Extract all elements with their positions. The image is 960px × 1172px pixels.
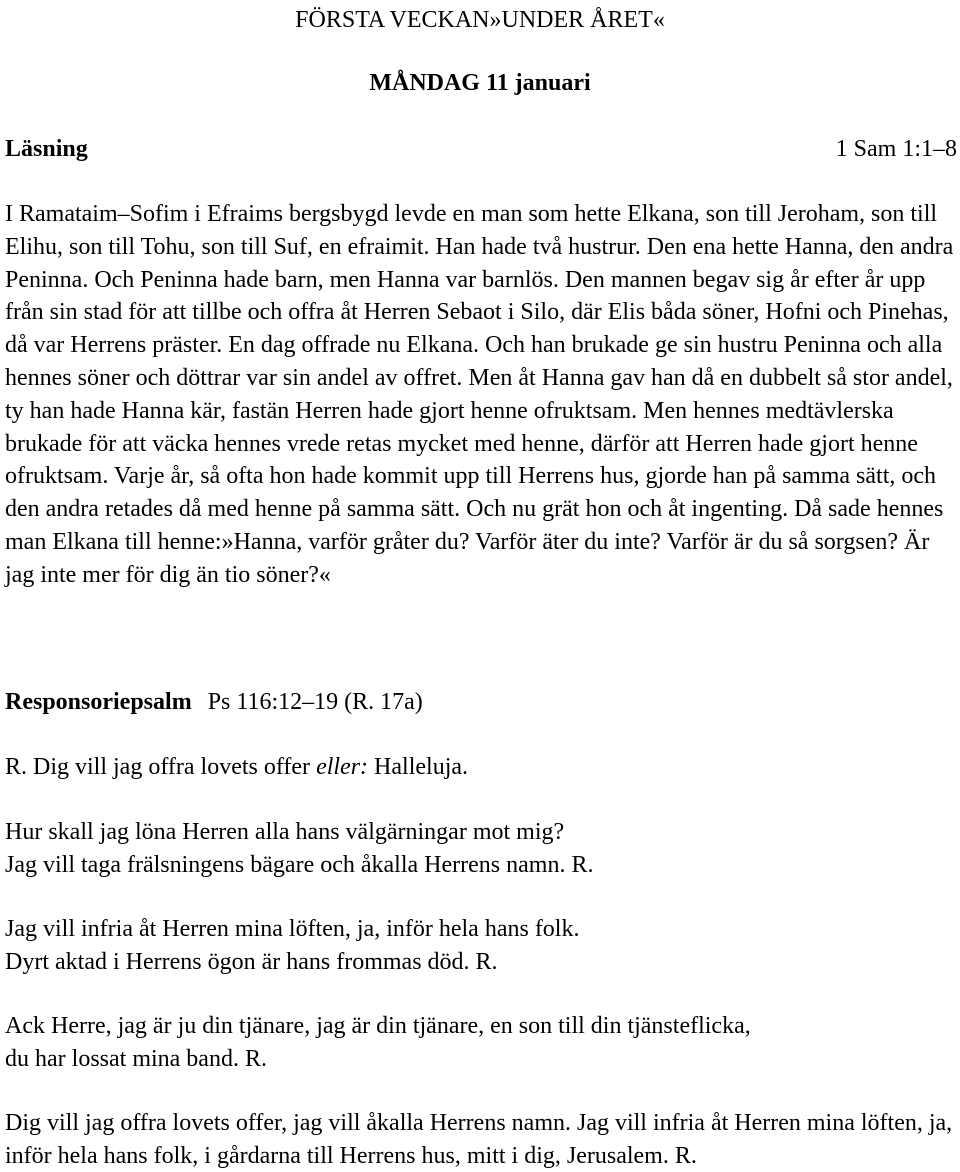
psalm-stanza-2 [5,913,957,978]
refrain-or: eller: [316,754,369,780]
psalm-reference: Ps 116:12–19 (R. 17a) [207,689,423,715]
stanza-line: Jag vill infria åt Herren mina löften, ja, inför hela hans folk. [5,916,580,942]
psalm-stanza-1 [5,816,957,881]
stanza-line: Ack Herre, jag är ju din tjänare, jag är din tjänare, en son till din tjänsteflicka, [5,1013,751,1039]
refrain-text: R. Dig vill jag offra lovets offer [5,754,317,780]
stanza-line: Dyrt aktad i Herrens ögon är hans frommas död. R. [5,948,498,975]
reading-reference: 1 Sam 1:1–8 [835,136,957,162]
stanza-line: Dig vill jag offra lovets offer, jag vill åkalla Herrens namn. Jag vill infria åt Herren mina löften, ja, inför hela hans folk, i gårdarna till Herrens hus, mitt i dig, Jerusalem. R. [5,1110,953,1169]
refrain-alternative: Halleluja. [368,754,469,780]
reading-text: I Ramataim–Sofim i Efraims bergsbygd levde en man som hette Elkana, son till Jeroham, son till Elihu, son till Tohu, son till Suf, en efraimit. Han hade två hustrur. Den ena hette Hanna, den andra Peninna. Och Peninna hade barn, men Hanna var barnlös. Den mannen begav sig år efter år upp från sin stad för att tillbe och offra åt Herren Sebaot i Silo, där Elis båda söner, Hofni och Pinehas, då var Herrens präster. En dag offrade nu Elkana. Och han brukade ge sin hustru Peninna och alla hennes söner och döttrar var sin andel av offret. Men åt Hanna gav han då en dubbelt så stor andel, ty han hade Hanna kär, fastän Herren hade gjort henne ofruktsam. Men hennes medtävlerska brukade för att väcka hennes vrede retas mycket med henne, därför att Herren hade gjort henne ofruktsam. Varje år, så ofta hon hade kommit upp till Herrens hus, gjorde han på samma sätt, och den andra retades då med henne på samma sätt. Och nu grät hon och åt ingenting. Då sade hennes man Elkana till henne:»Hanna, varför gråter du? Varför äter du inte? Varför är du så sorgsen? Är jag inte mer för dig än tio söner?« [5,201,954,588]
reading-heading [5,133,957,165]
week-title: FÖRSTA VECKAN»UNDER ÅRET« [295,7,665,33]
psalm-refrain [5,751,468,783]
psalm-stanza-3 [5,1010,957,1075]
stanza-line: Jag vill taga frälsningens bägare och åkalla Herrens namn. R. [5,851,594,878]
psalm-stanza-4 [5,1107,957,1172]
stanza-line: du har lossat mina band. R. [5,1045,267,1072]
day-title: MÅNDAG 11 januari [369,70,591,96]
psalm-heading [5,686,423,718]
stanza-line: Hur skall jag löna Herren alla hans välgärningar mot mig? [5,819,565,845]
psalm-label: Responsoriepsalm [5,689,192,715]
reading-label: Läsning [5,136,88,162]
